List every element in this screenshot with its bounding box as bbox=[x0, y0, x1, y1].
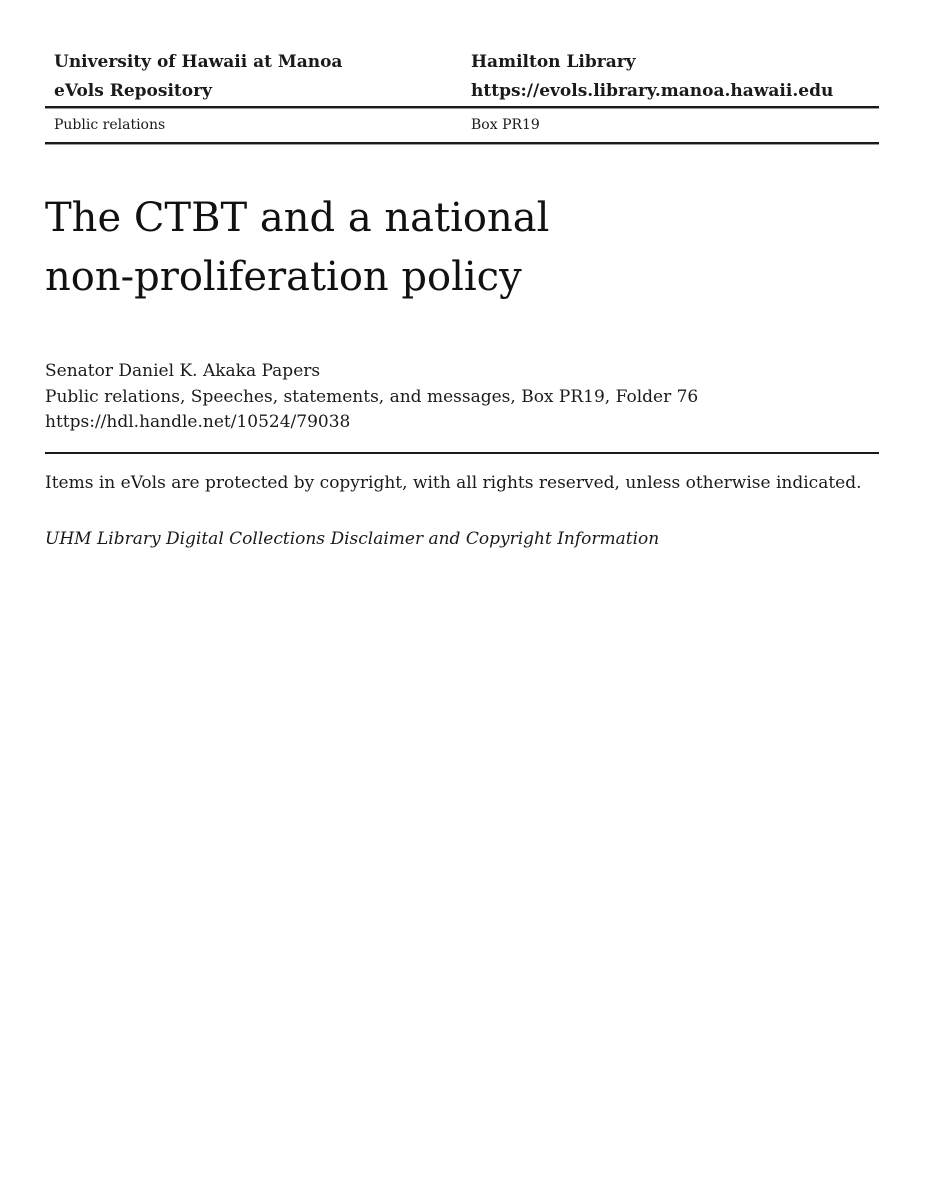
institution-name: University of Hawaii at Manoa bbox=[54, 52, 343, 72]
papers-collection-title: Senator Daniel K. Akaka Papers bbox=[45, 361, 321, 381]
citation-block bbox=[45, 359, 879, 454]
header-row-collection bbox=[45, 109, 879, 142]
header-divider-bottom bbox=[45, 142, 879, 145]
header-row-repository bbox=[45, 77, 879, 106]
disclaimer-copyright-link[interactable]: UHM Library Digital Collections Disclaimer and Copyright Information bbox=[45, 528, 660, 549]
library-name: Hamilton Library bbox=[471, 52, 636, 72]
document-title bbox=[45, 189, 879, 307]
repository-url: https://evols.library.manoa.hawaii.edu bbox=[471, 81, 834, 101]
document-title-line-1: The CTBT and a national bbox=[45, 195, 550, 241]
collection-name: Public relations bbox=[54, 117, 166, 133]
citation-line: Public relations, Speeches, statements, and messages, Box PR19, Folder 76 bbox=[45, 386, 699, 407]
handle-url-link[interactable]: https://hdl.handle.net/10524/79038 bbox=[45, 412, 351, 432]
document-title-line-2: non-proliferation policy bbox=[45, 254, 522, 300]
citation-divider bbox=[45, 452, 879, 454]
header bbox=[45, 48, 879, 145]
box-number: Box PR19 bbox=[471, 117, 540, 133]
copyright-notice: Items in eVols are protected by copyright, with all rights reserved, unless otherwise indicated. bbox=[45, 472, 862, 493]
header-row-institution bbox=[45, 48, 879, 77]
repository-name: eVols Repository bbox=[54, 81, 212, 101]
